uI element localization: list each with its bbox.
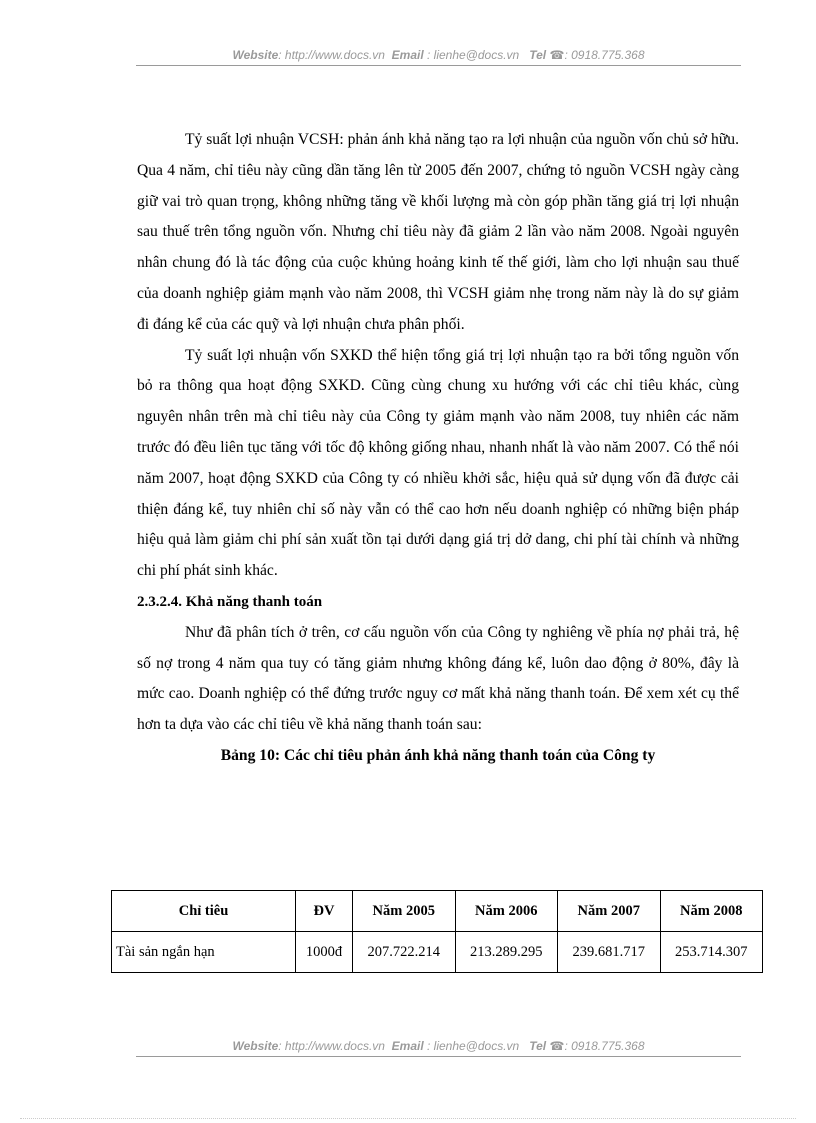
cell-2006: 213.289.295 <box>455 932 558 973</box>
paragraph-1: Tỷ suất lợi nhuận VCSH: phản ánh khả năng tạo ra lợi nhuận của nguồn vốn chủ sở hữu. Qua 4 năm, chỉ tiêu này cũng dần tăng lên từ 2005 đến 2007, chứng tỏ nguồn VCSH ngày càng giữ vai trò quan trọng, không những tăng về khối lượng mà còn góp phần tăng giá trị lợi nhuận sau thuế trên tổng nguồn vốn. Nhưng chỉ tiêu này đã giảm 2 lần vào năm 2008. Ngoài nguyên nhân chung đó là tác động của cuộc khủng hoảng kinh tế thế giới, làm cho lợi nhuận sau thuế của doanh nghiệp giảm mạnh vào năm 2008, thì VCSH giảm nhẹ trong năm này là do sự giảm đi đáng kể của các quỹ và lợi nhuận chưa phân phối. <box>137 131 739 333</box>
footer-website-value: : http://www.docs.vn <box>278 1039 385 1053</box>
tel-label: Tel <box>529 48 547 62</box>
website-label: Website <box>232 48 279 62</box>
col-header-2005: Năm 2005 <box>353 891 456 932</box>
footer-tel-label: Tel <box>529 1039 547 1053</box>
cell-indicator: Tài sản ngắn hạn <box>112 932 296 973</box>
table-header-row <box>112 891 763 932</box>
footer-website-label: Website <box>232 1039 279 1053</box>
col-header-unit: ĐV <box>296 891 353 932</box>
cell-2008: 253.714.307 <box>660 932 763 973</box>
table-row <box>112 932 763 973</box>
liquidity-table <box>111 890 763 973</box>
col-header-2008: Năm 2008 <box>660 891 763 932</box>
col-header-2006: Năm 2006 <box>455 891 558 932</box>
cell-unit: 1000đ <box>296 932 353 973</box>
cell-2007: 239.681.717 <box>558 932 661 973</box>
website-value: : http://www.docs.vn <box>278 48 385 62</box>
document-body <box>137 125 739 772</box>
page-bottom-divider <box>20 1118 796 1119</box>
email-label: Email <box>391 48 424 62</box>
col-header-2007: Năm 2007 <box>558 891 661 932</box>
col-header-indicator: Chỉ tiêu <box>112 891 296 932</box>
table-caption: Bảng 10: Các chỉ tiêu phản ánh khả năng thanh toán của Công ty <box>220 746 656 764</box>
page-footer <box>136 1039 741 1057</box>
email-value: : lienhe@docs.vn <box>423 48 520 62</box>
footer-email-value: : lienhe@docs.vn <box>423 1039 520 1053</box>
cell-2005: 207.722.214 <box>353 932 456 973</box>
paragraph-3: Như đã phân tích ở trên, cơ cấu nguồn vốn của Công ty nghiêng về phía nợ phải trả, hệ số nợ trong 4 năm qua tuy có tăng giảm nhưng không đáng kể, luôn dao động ở 80%, đây là mức cao. Doanh nghiệp có thể đứng trước nguy cơ mất khả năng thanh toán. Để xem xét cụ thể hơn ta dựa vào các chỉ tiêu về khả năng thanh toán sau: <box>137 623 739 734</box>
section-heading: 2.3.2.4. Khả năng thanh toán <box>137 593 323 610</box>
paragraph-2: Tỷ suất lợi nhuận vốn SXKD thể hiện tổng giá trị lợi nhuận tạo ra bởi tổng nguồn vốn bỏ ra thông qua hoạt động SXKD. Cũng cùng chung xu hướng với các chỉ tiêu khác, cùng nguyên nhân trên mà chỉ tiêu này của Công ty giảm mạnh vào năm 2008, tuy nhiên các năm trước đó đều liên tục tăng với tốc độ không giống nhau, nhanh nhất là vào năm 2007. Có thể nói năm 2007, hoạt động SXKD của Công ty có nhiều khởi sắc, hiệu quả sử dụng vốn đã được cải thiện đáng kể, tuy nhiên chỉ số này vẫn có thể cao hơn nếu doanh nghiệp có những biện pháp hiệu quả làm giảm chi phí sản xuất tồn tại dưới dạng giá trị dở dang, chi phí tài chính và những chi phí phát sinh khác. <box>137 346 739 580</box>
footer-email-label: Email <box>391 1039 424 1053</box>
footer-tel-value: ☎: 0918.775.368 <box>549 1039 645 1053</box>
tel-value: ☎: 0918.775.368 <box>549 48 645 62</box>
page-header <box>136 48 741 66</box>
